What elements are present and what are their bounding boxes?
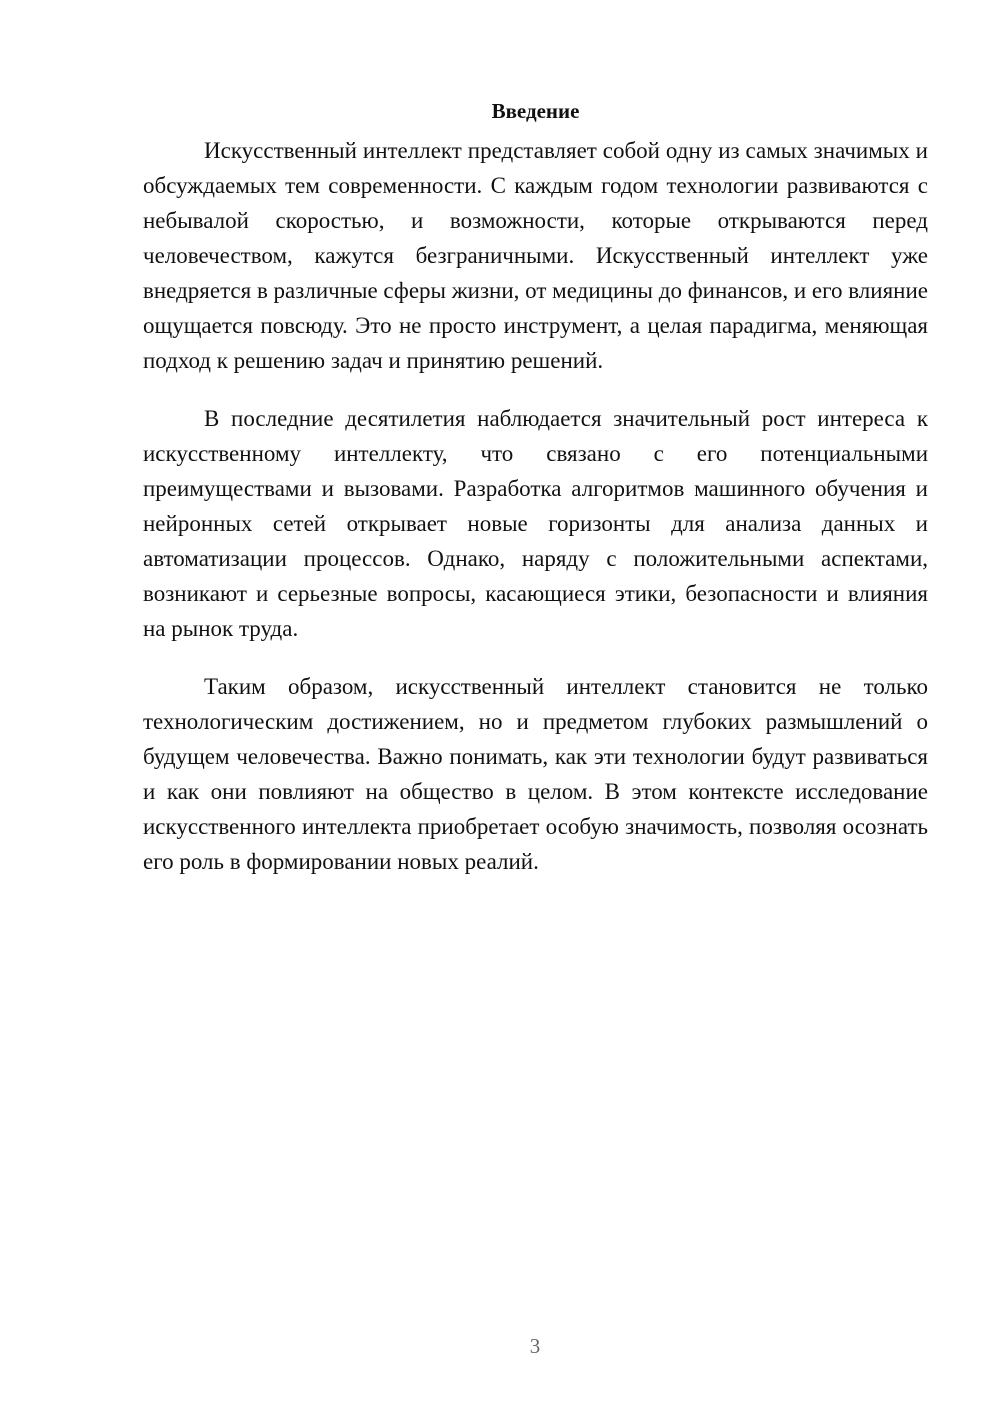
paragraph-1: Искусственный интеллект представляет собой одну из самых значимых и обсуждаемых тем современности. С каждым годом технологии развиваются с небывалой скоростью, и возможности, которые открываются перед человечеством, кажутся безграничными. Искусственный интеллект уже внедряется в различные сферы жизни, от медицины до финансов, и его влияние ощущается повсюду. Это не просто инструмент, а целая парадигма, меняющая подход к решению задач и принятию решений. xyxy=(143,138,928,373)
page-number: 3 xyxy=(529,1334,541,1358)
section-heading: Введение xyxy=(491,99,580,123)
paragraph-2: В последние десятилетия наблюдается значительный рост интереса к искусственному интеллекту, что связано с его потенциальными преимуществами и вызовами. Разработка алгоритмов машинного обучения и нейронных сетей открывает новые горизонты для анализа данных и автоматизации процессов. Однако, наряду с положительными аспектами, возникают и серьезные вопросы, касающиеся этики, безопасности и влияния на рынок труда. xyxy=(143,406,928,641)
page-content xyxy=(143,96,928,902)
paragraph-3: Таким образом, искусственный интеллект становится не только технологическим достижением, но и предметом глубоких размышлений о будущем человечества. Важно понимать, как эти технологии будут развиваться и как они повлияют на общество в целом. В этом контексте исследование искусственного интеллекта приобретает особую значимость, позволяя осознать его роль в формировании новых реалий. xyxy=(143,674,928,874)
